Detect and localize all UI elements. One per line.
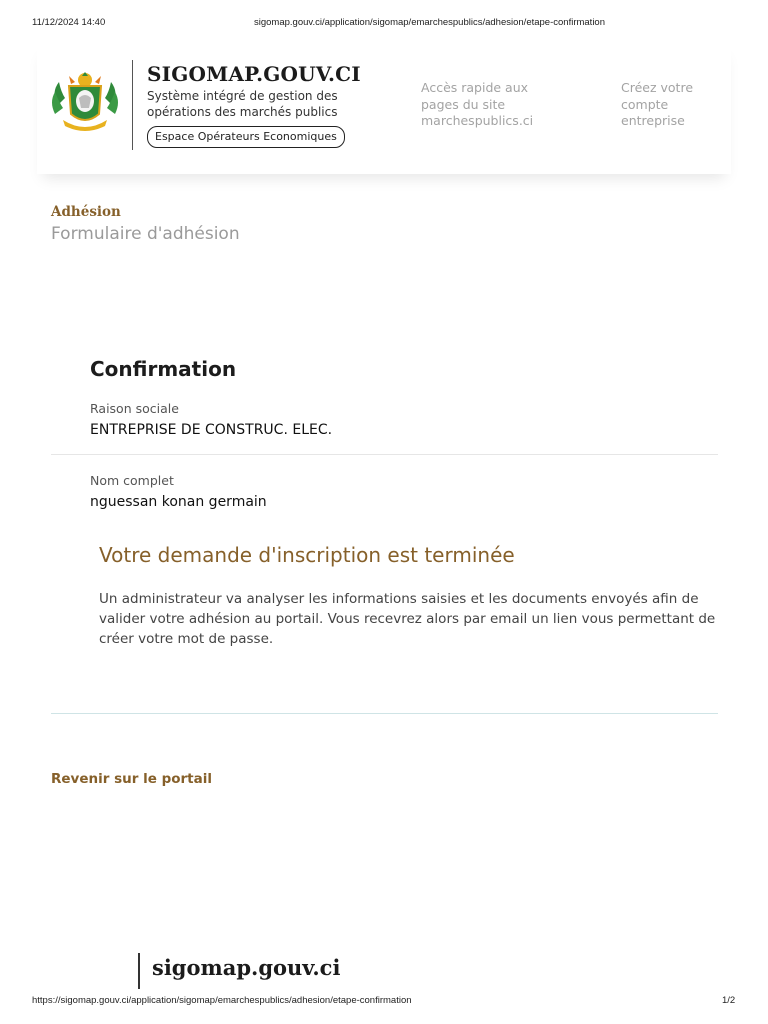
company-name-value: ENTREPRISE DE CONSTRUC. ELEC. — [90, 422, 333, 438]
confirmation-title: Confirmation — [90, 357, 237, 381]
print-footer — [0, 995, 768, 1009]
field-divider — [51, 454, 718, 455]
breadcrumb-section[interactable]: Adhésion — [51, 204, 121, 220]
quick-access-link[interactable]: Accès rapide aux pages du site marchespublics.ci — [421, 80, 534, 128]
create-account-link[interactable]: Créez votre compte entreprise — [621, 80, 694, 128]
site-title[interactable]: SIGOMAP.GOUV.CI — [147, 62, 361, 86]
print-footer-url: https://sigomap.gouv.ci/application/sigomap/emarchespublics/adhesion/etape-confirmation — [32, 995, 412, 1006]
print-url: sigomap.gouv.ci/application/sigomap/emarchespublics/adhesion/etape-confirmation — [254, 17, 605, 28]
page-title: Formulaire d'adhésion — [51, 224, 240, 244]
print-header — [0, 17, 768, 31]
print-datetime: 11/12/2024 14:40 — [32, 17, 106, 28]
page-number: 1/2 — [722, 995, 736, 1006]
brand — [147, 62, 387, 148]
registration-complete-text: Un administrateur va analyser les informations saisies et les documents envoyés afin de valider votre adhésion au portail. Vous recevrez alors par email un lien vous permettant de créer votre mot de passe. — [99, 591, 716, 647]
section-divider — [51, 713, 718, 714]
brand-divider — [132, 60, 133, 150]
registration-complete-title: Votre demande d'inscription est terminée — [99, 543, 515, 567]
full-name-value: nguessan konan germain — [90, 494, 267, 510]
operators-space-pill[interactable]: Espace Opérateurs Economiques — [147, 126, 345, 148]
footer-brand: sigomap.gouv.ci — [152, 955, 341, 980]
site-subtitle-line1: Système intégré de gestion des — [147, 89, 338, 103]
company-name-label: Raison sociale — [90, 401, 179, 416]
site-header — [37, 42, 731, 174]
footer-divider — [138, 953, 140, 989]
site-subtitle-line2: opérations des marchés publics — [147, 105, 338, 119]
site-subtitle — [147, 88, 387, 120]
full-name-label: Nom complet — [90, 473, 174, 488]
back-to-portal-link[interactable]: Revenir sur le portail — [51, 771, 213, 787]
coat-of-arms-icon[interactable] — [49, 70, 121, 134]
